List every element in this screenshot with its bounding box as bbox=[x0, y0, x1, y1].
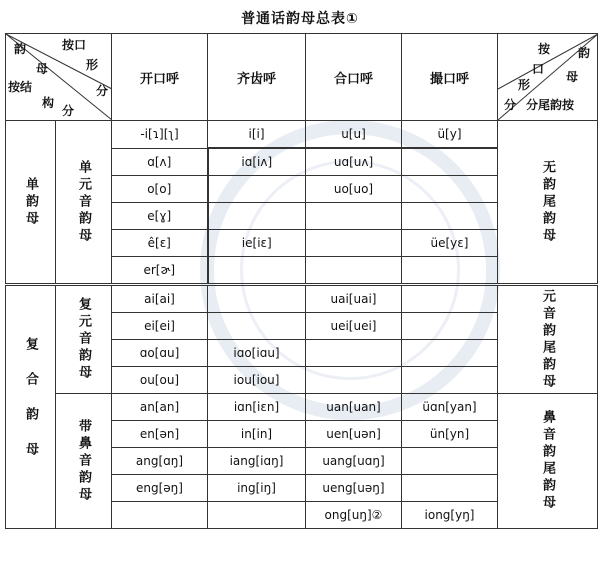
cell bbox=[112, 502, 208, 529]
cell bbox=[402, 367, 498, 394]
cell bbox=[208, 203, 306, 230]
cell: en[ən] bbox=[112, 421, 208, 448]
cell bbox=[306, 340, 402, 367]
table-row bbox=[6, 394, 598, 421]
cell: uo[uo] bbox=[306, 176, 402, 203]
right-group-vowel: 元音韵尾韵母 bbox=[498, 285, 598, 394]
group-compound: 复合韵母 bbox=[6, 285, 56, 529]
cell: in[in] bbox=[208, 421, 306, 448]
table-title: 普通话韵母总表① bbox=[241, 11, 359, 27]
cell bbox=[402, 475, 498, 502]
corner-label: 形 bbox=[86, 58, 99, 72]
cell bbox=[306, 257, 402, 285]
group-compound-sub1: 复元音韵母 bbox=[56, 285, 112, 394]
cell: uei[uei] bbox=[306, 313, 402, 340]
right-group-nasal: 鼻音韵尾韵母 bbox=[498, 394, 598, 529]
corner-label: 分 bbox=[504, 98, 517, 112]
column-header-hekou: 合口呼 bbox=[306, 34, 402, 121]
cell: eng[əŋ] bbox=[112, 475, 208, 502]
cell bbox=[402, 340, 498, 367]
cell: ing[iŋ] bbox=[208, 475, 306, 502]
cell: ün[yn] bbox=[402, 421, 498, 448]
corner-label: 形 bbox=[518, 78, 531, 92]
corner-label: 分 bbox=[62, 104, 75, 118]
corner-label: 韵 bbox=[14, 42, 27, 56]
cell bbox=[208, 502, 306, 529]
finals-table bbox=[5, 33, 598, 529]
corner-label: 韵 bbox=[578, 46, 591, 60]
cell: ai[ai] bbox=[112, 285, 208, 313]
left-corner-header bbox=[6, 34, 112, 121]
cell: ueng[uəŋ] bbox=[306, 475, 402, 502]
group-compound-sub2: 带鼻音韵母 bbox=[56, 394, 112, 529]
cell: u[u] bbox=[306, 121, 402, 149]
cell bbox=[402, 203, 498, 230]
header-row bbox=[6, 34, 598, 121]
corner-label: 母 bbox=[36, 62, 49, 76]
cell: üɑn[yan] bbox=[402, 394, 498, 421]
column-header-cuokou: 撮口呼 bbox=[402, 34, 498, 121]
cell: ei[ei] bbox=[112, 313, 208, 340]
table-row bbox=[6, 121, 598, 149]
table-row bbox=[6, 285, 598, 313]
cell bbox=[208, 285, 306, 313]
cell bbox=[306, 230, 402, 257]
cell: ou[ou] bbox=[112, 367, 208, 394]
cell bbox=[402, 257, 498, 285]
cell: uai[uai] bbox=[306, 285, 402, 313]
cell: uɑ[uʌ] bbox=[306, 148, 402, 176]
cell bbox=[402, 148, 498, 176]
cell: ɑo[ɑu] bbox=[112, 340, 208, 367]
cell: ang[ɑŋ] bbox=[112, 448, 208, 475]
cell: er[ɚ] bbox=[112, 257, 208, 285]
cell: iɑn[iɛn] bbox=[208, 394, 306, 421]
cell: i[i] bbox=[208, 121, 306, 149]
cell: üe[yɛ] bbox=[402, 230, 498, 257]
corner-label: 按结 bbox=[8, 80, 33, 94]
cell bbox=[402, 313, 498, 340]
cell bbox=[402, 285, 498, 313]
right-group-none: 无韵尾韵母 bbox=[498, 121, 598, 285]
corner-label: 分尾韵按 bbox=[526, 98, 575, 112]
cell: uang[uɑŋ] bbox=[306, 448, 402, 475]
column-header-kaikou: 开口呼 bbox=[112, 34, 208, 121]
cell bbox=[306, 367, 402, 394]
corner-label: 分 bbox=[96, 84, 109, 98]
cell: uan[uan] bbox=[306, 394, 402, 421]
corner-label: 按 bbox=[538, 42, 551, 56]
cell: o[o] bbox=[112, 176, 208, 203]
corner-label: 口 bbox=[532, 62, 545, 76]
cell bbox=[306, 203, 402, 230]
group-single: 单韵母 bbox=[6, 121, 56, 285]
cell: iɑ[iʌ] bbox=[208, 148, 306, 176]
corner-label: 构 bbox=[42, 96, 55, 110]
cell: ɑ[ʌ] bbox=[112, 148, 208, 176]
corner-label: 按口 bbox=[62, 38, 87, 52]
cell: iong[yŋ] bbox=[402, 502, 498, 529]
cell bbox=[402, 448, 498, 475]
cell: ie[iɛ] bbox=[208, 230, 306, 257]
cell: -i[ɿ][ʅ] bbox=[112, 121, 208, 149]
cell: e[ɣ] bbox=[112, 203, 208, 230]
group-single-sub: 单元音韵母 bbox=[56, 121, 112, 285]
cell bbox=[208, 176, 306, 203]
cell: an[an] bbox=[112, 394, 208, 421]
cell: ê[ɛ] bbox=[112, 230, 208, 257]
cell bbox=[208, 313, 306, 340]
cell: iang[iɑŋ] bbox=[208, 448, 306, 475]
cell: ü[y] bbox=[402, 121, 498, 149]
cell bbox=[402, 176, 498, 203]
cell: iɑo[iɑu] bbox=[208, 340, 306, 367]
cell bbox=[208, 257, 306, 285]
cell: uen[uən] bbox=[306, 421, 402, 448]
cell: iou[iou] bbox=[208, 367, 306, 394]
right-corner-header bbox=[498, 34, 598, 121]
cell: ong[uŋ]② bbox=[306, 502, 402, 529]
corner-label: 母 bbox=[566, 70, 579, 84]
column-header-qichi: 齐齿呼 bbox=[208, 34, 306, 121]
